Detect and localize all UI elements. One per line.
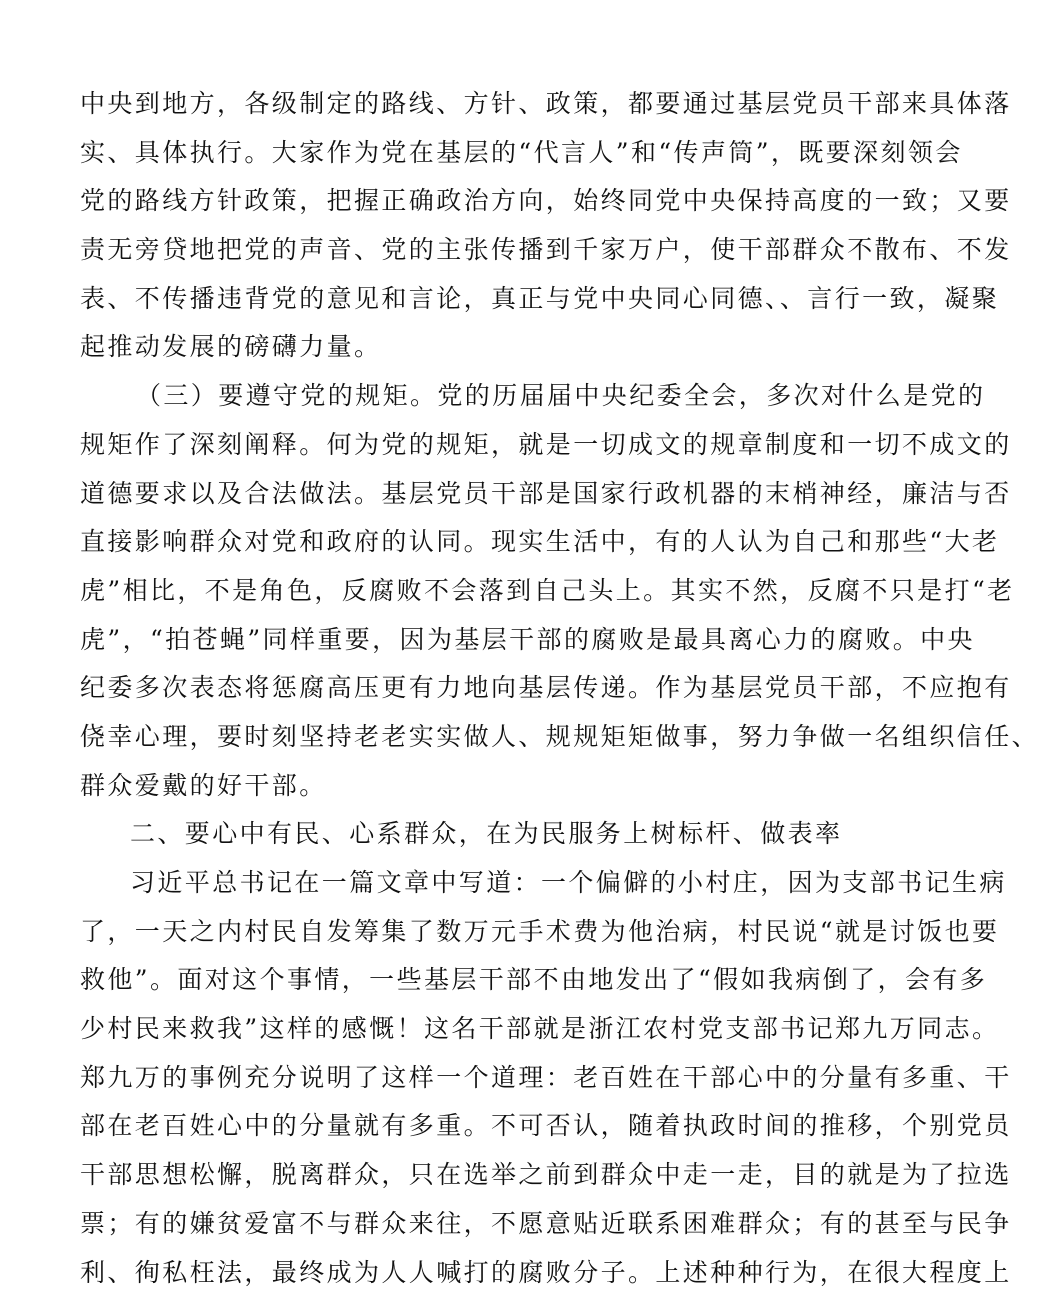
text-line: 群众爱戴的好干部。 <box>80 770 327 800</box>
text-line: 虎”相比，不是角色，反腐败不会落到自己头上。其实不然，反腐不只是打“老 <box>80 575 1015 605</box>
text-line: 救他”。面对这个事情，一些基层干部不由地发出了“假如我病倒了，会有多 <box>80 965 988 995</box>
text-line: 侥幸心理，要时刻坚持老老实实做人、规规矩矩做事，努力争做一名组织信任、 <box>80 721 1039 751</box>
text-line: 直接影响群众对党和政府的认同。现实生活中，有的人认为自己和那些“大老 <box>80 527 1000 557</box>
text-line: 干部思想松懈，脱离群众，只在选举之前到群众中走一走，目的就是为了拉选 <box>80 1160 1012 1190</box>
text-line: 了，一天之内村民自发筹集了数万元手术费为他治病，村民说“就是讨饭也要 <box>80 916 1000 946</box>
text-line: 习近平总书记在一篇文章中写道：一个偏僻的小村庄，因为支部书记生病 <box>130 868 1007 897</box>
text-line: 少村民来救我”这样的感慨！这名干部就是浙江农村党支部书记郑九万同志。 <box>80 1014 1000 1044</box>
text-line: 起推动发展的磅礴力量。 <box>80 332 382 362</box>
text-line: 规矩作了深刻阐释。何为党的规矩，就是一切成文的规章制度和一切不成文的 <box>80 429 1012 459</box>
text-line: 纪委多次表态将惩腐高压更有力地向基层传递。作为基层党员干部，不应抱有 <box>80 673 1012 703</box>
text-line: 票；有的嫌贫爱富不与群众来往，不愿意贴近联系困难群众；有的甚至与民争 <box>80 1208 1012 1238</box>
body-text <box>80 80 1039 1297</box>
text-line: 虎”，“拍苍蝇”同样重要，因为基层干部的腐败是最具离心力的腐败。中央 <box>80 624 975 654</box>
text-line: 道德要求以及合法做法。基层党员干部是国家行政机器的末梢神经，廉洁与否 <box>80 478 1012 508</box>
text-line: 部在老百姓心中的分量就有多重。不可否认，随着执政时间的推移，个别党员 <box>80 1111 1012 1141</box>
text-line: 利、徇私枉法，最终成为人人喊打的腐败分子。上述种种行为，在很大程度上 <box>80 1257 1012 1287</box>
section-heading-2: 二、要心中有民、心系群众，在为民服务上树标杆、做表率 <box>130 819 843 849</box>
text-line: 实、具体执行。大家作为党在基层的“代言人”和“传声筒”，既要深刻领会 <box>80 137 963 167</box>
text-line: 责无旁贷地把党的声音、党的主张传播到千家万户，使干部群众不散布、不发 <box>80 235 1012 265</box>
text-line: 表、不传播违背党的意见和言论，真正与党中央同心同德、、言行一致，凝聚 <box>80 283 1000 313</box>
text-line: 郑九万的事例充分说明了这样一个道理：老百姓在干部心中的分量有多重、干 <box>80 1062 1012 1092</box>
section-heading-3: （三）要遵守党的规矩。党的历届届中央纪委全会，多次对什么是党的 <box>136 381 986 411</box>
text-line: 党的路线方针政策，把握正确政治方向，始终同党中央保持高度的一致；又要 <box>80 186 1012 216</box>
text-line: 中央到地方，各级制定的路线、方针、政策，都要通过基层党员干部来具体落 <box>80 89 1012 118</box>
